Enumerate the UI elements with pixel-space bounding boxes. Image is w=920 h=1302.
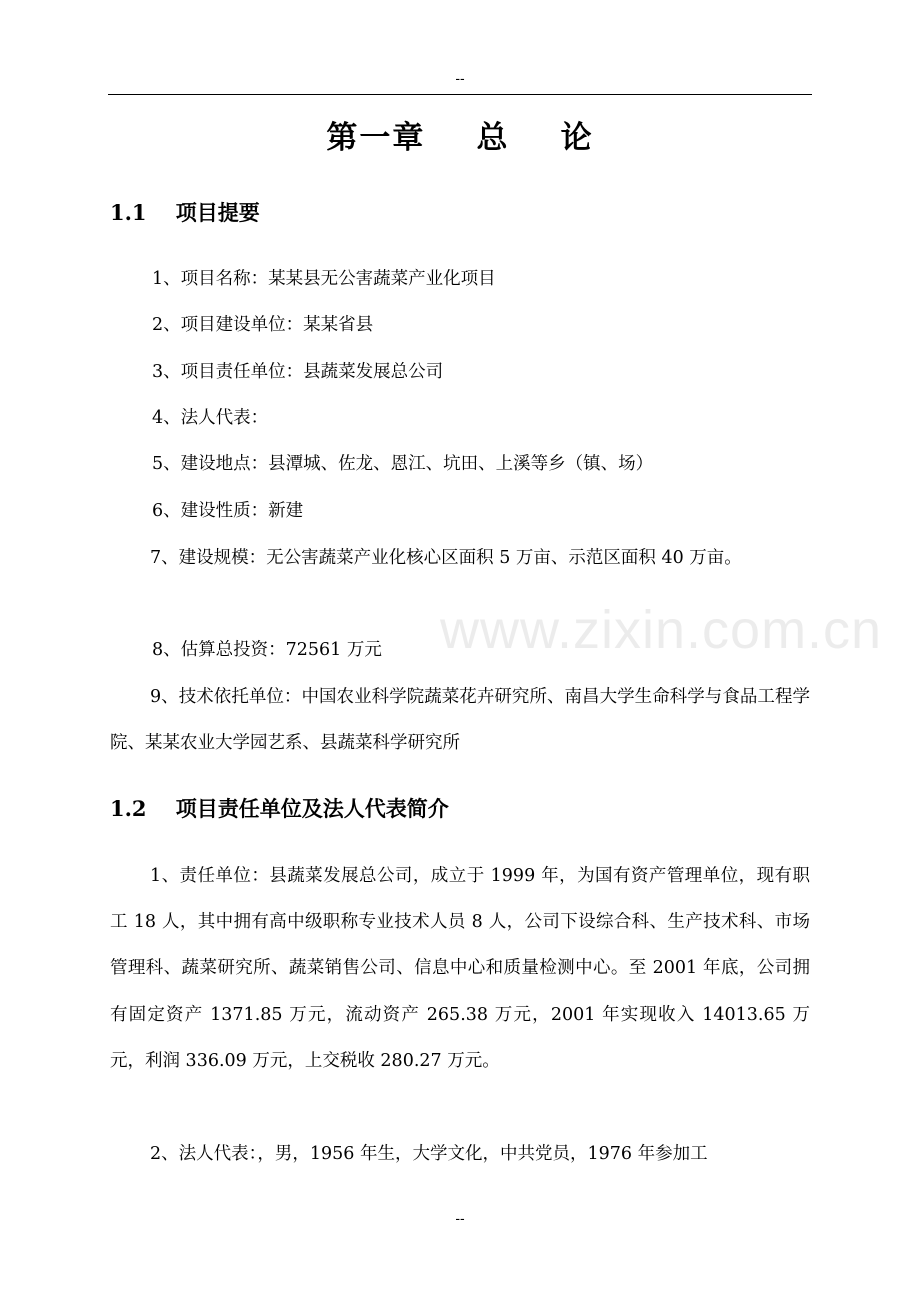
- watermark: www.zixin.com.cn: [440, 600, 883, 660]
- list-item-construction-scale: 7、建设规模：无公害蔬菜产业化核心区面积 5 万亩、示范区面积 40 万亩。: [150, 548, 742, 568]
- list-item-responsible-unit: 3、项目责任单位：县蔬菜发展总公司: [152, 362, 444, 382]
- list-item-technical-support: 9、技术依托单位：中国农业科学院蔬菜花卉研究所、南昌大学生命科学与食品工程学院、某某农业大学园艺系、县蔬菜科学研究所: [110, 687, 810, 754]
- page-footer-mark: --: [455, 1210, 465, 1226]
- chapter-title: 第一章 总 论: [326, 120, 594, 156]
- list-item-construction-nature: 6、建设性质：新建: [152, 501, 304, 521]
- paragraph-legal-representative: 2、法人代表：，男，1956 年生，大学文化，中共党员，1976 年参加工: [150, 1144, 708, 1164]
- paragraph-responsible-unit: 1、责任单位：县蔬菜发展总公司，成立于 1999 年，为国有资产管理单位，现有职工 18 人，其中拥有高中级职称专业技术人员 8 人，公司下设综合科、生产技术科、市场管理科、蔬菜研究所、蔬菜销售公司、信息中心和质量检测中心。至 2001 年底，公司拥有固定资产 1371.85 万元，流动资产 265.38 万元，2001 年实现收入 14013.65 万元，利润 336.09 万元，上交税收 280.27 万元。: [110, 866, 810, 1071]
- page-header-mark: --: [455, 70, 465, 86]
- list-item-construction-location: 5、建设地点：县潭城、佐龙、恩江、坑田、上溪等乡（镇、场）: [152, 454, 654, 474]
- list-item-legal-representative: 4、法人代表：: [152, 408, 269, 428]
- list-item-total-investment: 8、估算总投资：72561 万元: [152, 640, 382, 660]
- list-item-project-name: 1、项目名称：某某县无公害蔬菜产业化项目: [152, 269, 496, 289]
- section-heading-1-1: 1.1 项目提要: [110, 200, 260, 225]
- list-item-construction-unit: 2、项目建设单位：某某省县: [152, 315, 374, 335]
- header-divider: [108, 94, 812, 95]
- section-heading-1-2: 1.2 项目责任单位及法人代表简介: [110, 796, 449, 821]
